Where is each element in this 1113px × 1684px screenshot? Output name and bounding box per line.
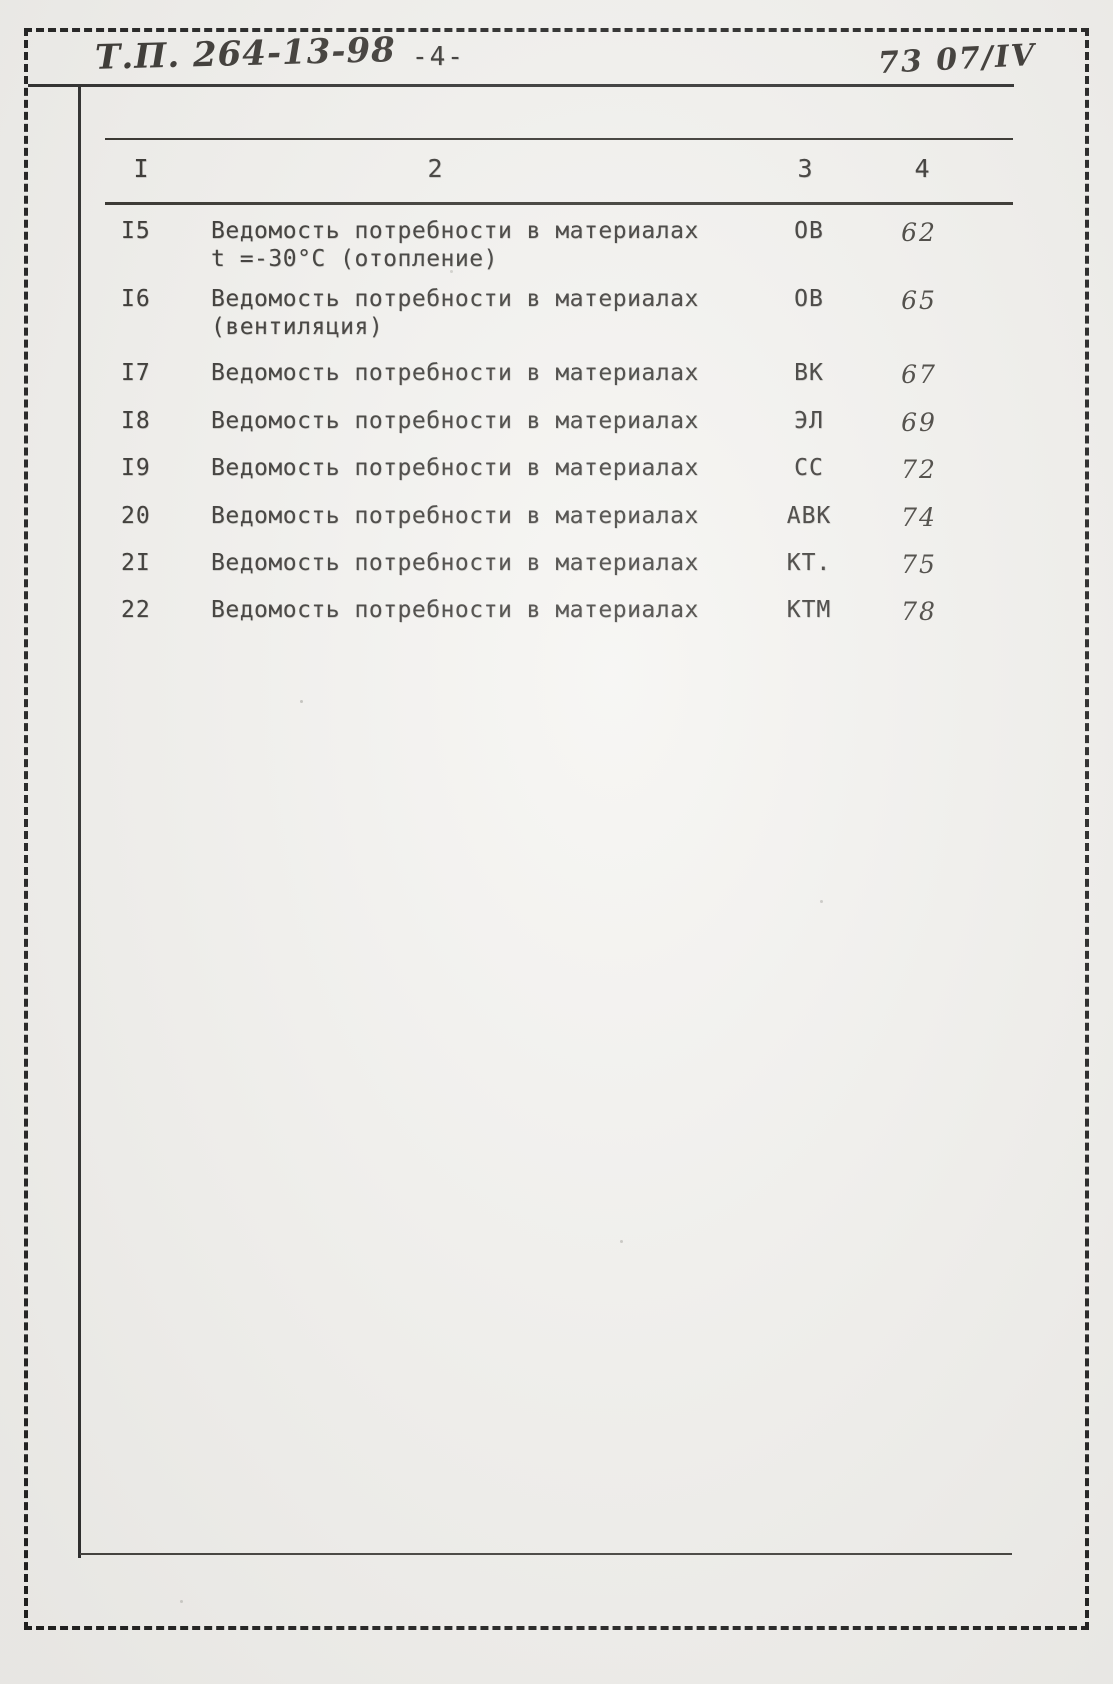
row-number: 20 [121,503,151,529]
row-title [211,503,741,530]
row-title-text: Ведомость потребности в материалах [211,408,699,434]
row-title-text: Ведомость потребности в материалах [211,218,699,244]
row-title [211,597,741,624]
row-title-text: Ведомость потребности в материалах [211,286,699,312]
doc-code: Т.П. 264-13-98 [94,30,397,78]
column-header-2: 2 [427,154,443,183]
row-title-text: Ведомость потребности в материалах [211,360,699,386]
row-code: ОВ [794,286,824,312]
row-title [211,550,741,577]
row-page: 75 [901,550,937,579]
row-subtitle: t =-30°С (отопление) [211,246,498,272]
row-number: 22 [121,597,151,623]
row-number: 2I [121,550,151,576]
row-code: ЭЛ [794,408,824,434]
row-title-text: Ведомость потребности в материалах [211,503,699,529]
table-top-rule [105,138,1013,140]
column-header-1: I [133,154,149,183]
row-title [211,360,741,387]
row-page: 62 [901,218,937,247]
row-page: 67 [901,360,937,389]
row-number: I6 [121,286,151,312]
row-page: 65 [901,286,937,315]
row-number: I7 [121,360,151,386]
table-header-rule [105,202,1013,205]
row-subtitle: (вентиляция) [211,314,384,340]
row-page: 74 [901,503,937,532]
scan-noise [300,700,303,703]
column-header-4: 4 [914,154,930,183]
row-page: 72 [901,455,937,484]
row-page: 69 [901,408,937,437]
row-code: ОВ [794,218,824,244]
row-code: ВК [794,360,824,386]
row-title-text: Ведомость потребности в материалах [211,455,699,481]
page-number: -4- [412,42,465,72]
row-title-text: Ведомость потребности в материалах [211,550,699,576]
row-code: КТ. [786,550,832,576]
row-code: АВК [786,503,832,529]
row-title [211,455,741,482]
row-title [211,286,741,341]
row-number: I9 [121,455,151,481]
row-title [211,218,741,273]
row-number: I5 [121,218,151,244]
sheet-ref: 73 07/IV [877,37,1038,82]
row-title [211,408,741,435]
row-number: I8 [121,408,151,434]
row-code: КТМ [786,597,832,623]
row-title-text: Ведомость потребности в материалах [211,597,699,623]
bottom-line [80,1553,1012,1555]
row-code: СС [794,455,824,481]
header-divider-line [28,84,1014,87]
left-margin-line [78,84,81,1558]
row-page: 78 [901,597,937,626]
column-header-3: 3 [797,154,813,183]
